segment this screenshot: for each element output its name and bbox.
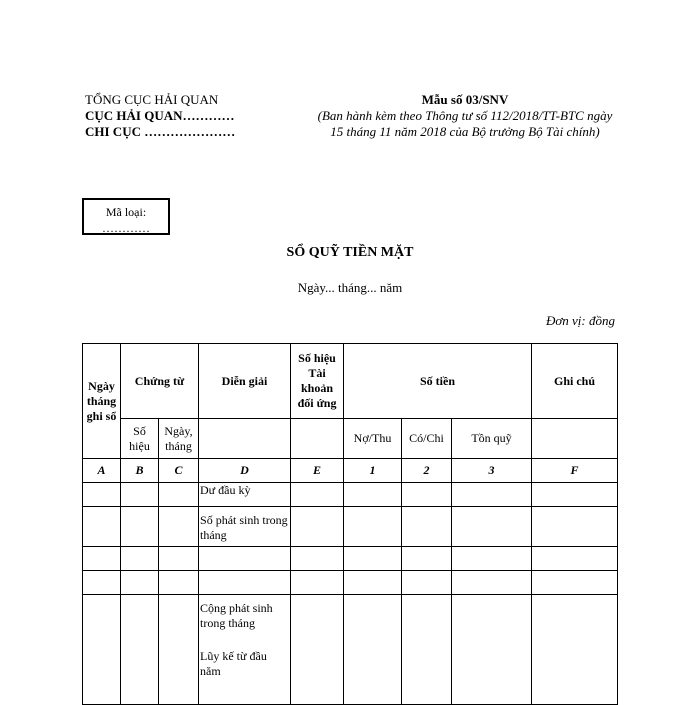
cash-ledger-table [82,343,618,705]
col-credit: Có/Chi [402,419,452,459]
col-note: Ghi chú [532,344,618,419]
table-row [83,547,618,571]
table-row [83,483,618,507]
code-cell: B [121,459,159,483]
code-box-label: Mã loại: [105,205,147,219]
header-left [85,92,235,140]
code-cell: E [291,459,344,483]
col-description: Diễn giải [199,344,291,419]
code-cell: A [83,459,121,483]
code-row [83,459,618,483]
row-totals [199,595,291,705]
agency-branch: CHI CỤC ………………… [85,124,236,139]
header-right [300,92,630,140]
code-cell: 1 [344,459,402,483]
unit-label: Đơn vị: đồng [545,313,615,328]
table-row [83,571,618,595]
row-arising: Số phát sinh trong tháng [199,507,291,547]
table-row [83,507,618,547]
code-cell: 2 [402,459,452,483]
col-voucher: Chứng từ [121,344,199,419]
col-balance: Tồn quỹ [452,419,532,459]
col-account: Số hiệu Tài khoản đối ứng [291,344,344,419]
row-cumulative: Lũy kế từ đầu năm [200,649,267,678]
col-debit: Nợ/Thu [344,419,402,459]
agency-general: TỔNG CỤC HẢI QUAN [85,92,219,107]
date-line: Ngày... tháng... năm [297,280,403,295]
code-box [82,198,170,235]
code-cell: C [159,459,199,483]
agency-department: CỤC HẢI QUAN………… [85,108,235,123]
code-box-dots: ………… [102,221,150,235]
table-row [83,595,618,705]
col-voucher-date: Ngày, tháng [159,419,199,459]
code-cell: F [532,459,618,483]
code-cell: D [199,459,291,483]
col-amount: Số tiền [344,344,532,419]
page-title: SỔ QUỸ TIỀN MẶT [286,245,414,260]
form-legal-note: (Ban hành kèm theo Thông tư số 112/2018/TT-BTC ngày 15 tháng 11 năm 2018 của Bộ trưởng Bộ Tài chính) [317,108,613,139]
col-voucher-no: Số hiệu [121,419,159,459]
row-opening-balance: Dư đầu kỳ [199,483,291,507]
col-date: Ngày tháng ghi sổ [83,344,121,459]
form-number: Mẫu số 03/SNV [421,92,509,107]
row-total-arising: Cộng phát sinh trong tháng [200,601,273,630]
code-cell: 3 [452,459,532,483]
